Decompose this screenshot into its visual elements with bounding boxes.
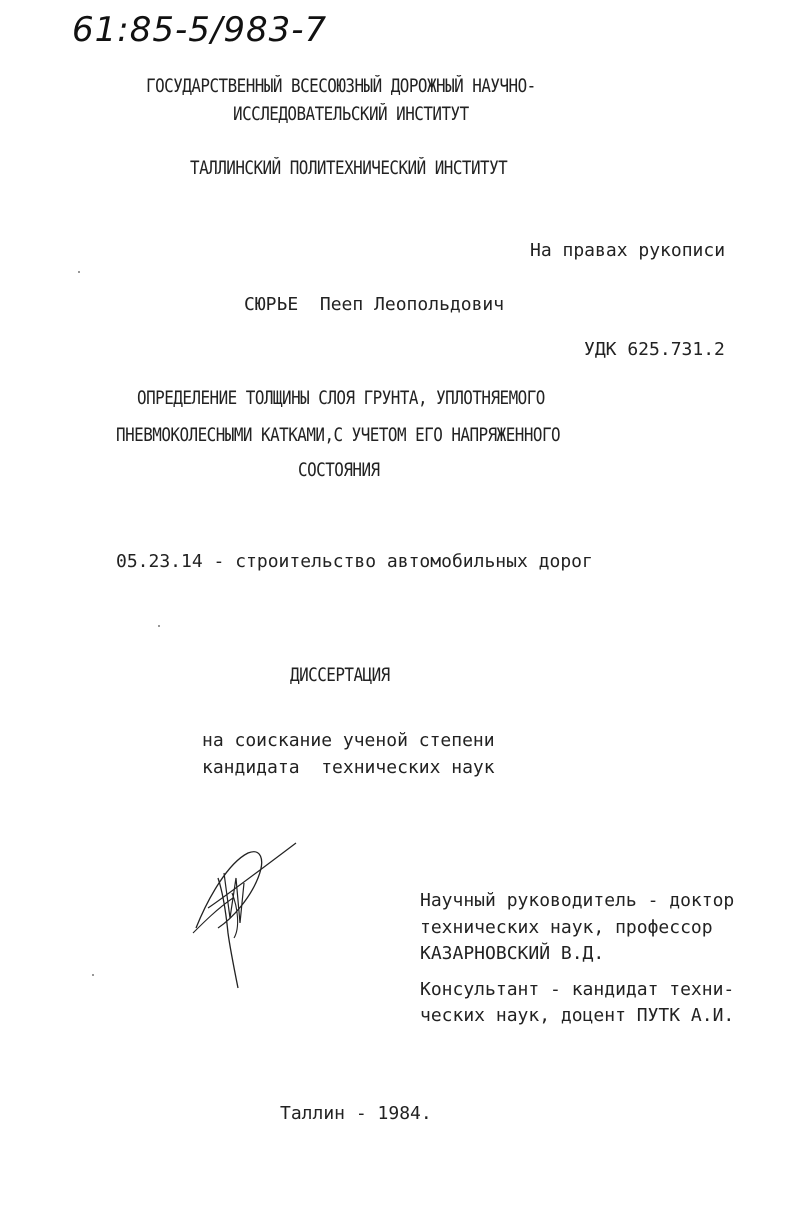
scan-speck bbox=[92, 974, 94, 976]
specialty: 05.23.14 - строительство автомобильных дорог bbox=[116, 551, 593, 572]
signature bbox=[188, 838, 303, 998]
institution-line-1: ГОСУДАРСТВЕННЫЙ ВСЕСОЮЗНЫЙ ДОРОЖНЫЙ НАУЧНО- bbox=[146, 76, 536, 97]
supervisor-line-1: Научный руководитель - доктор bbox=[420, 890, 735, 911]
udc-code: УДК 625.731.2 bbox=[584, 339, 725, 360]
archive-number: 61:85-5/983-7 bbox=[72, 10, 328, 50]
supervisor-line-2: технических наук, профессор bbox=[420, 917, 713, 938]
title-line-3: СОСТОЯНИЯ bbox=[298, 460, 380, 481]
degree-line-2: кандидата технических наук bbox=[202, 757, 495, 778]
title-line-1: ОПРЕДЕЛЕНИЕ ТОЛЩИНЫ СЛОЯ ГРУНТА, УПЛОТНЯЕМОГО bbox=[137, 388, 545, 409]
title-line-2: ПНЕВМОКОЛЕСНЫМИ КАТКАМИ,С УЧЕТОМ ЕГО НАПРЯЖЕННОГО bbox=[116, 425, 561, 446]
scan-speck bbox=[78, 271, 80, 273]
scan-speck bbox=[158, 625, 160, 627]
consultant-line-1: Консультант - кандидат техни- bbox=[420, 979, 735, 1000]
institution-line-3: ТАЛЛИНСКИЙ ПОЛИТЕХНИЧЕСКИЙ ИНСТИТУТ bbox=[190, 158, 508, 179]
supervisor-line-3: КАЗАРНОВСКИЙ В.Д. bbox=[420, 943, 605, 964]
rights-note: На правах рукописи bbox=[530, 240, 726, 261]
work-type: ДИССЕРТАЦИЯ bbox=[290, 665, 390, 686]
author-name: СЮРЬЕ Пееп Леопольдович bbox=[244, 294, 505, 315]
place-year: Таллин - 1984. bbox=[280, 1103, 432, 1124]
degree-line-1: на соискание ученой степени bbox=[202, 730, 495, 751]
consultant-line-2: ческих наук, доцент ПУТК А.И. bbox=[420, 1005, 735, 1026]
institution-line-2: ИССЛЕДОВАТЕЛЬСКИЙ ИНСТИТУТ bbox=[233, 104, 469, 125]
